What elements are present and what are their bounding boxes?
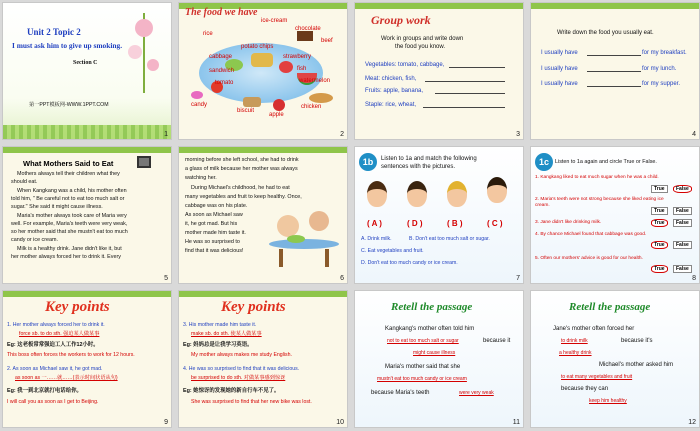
paragraph-line: find that it was delicious! xyxy=(185,248,244,254)
food-item-strawberry xyxy=(279,61,293,73)
paragraph-line: Mothers always tell their children what they xyxy=(17,171,120,177)
child-picture-3 xyxy=(447,181,467,207)
paragraph-line: morning before she left school, she had to drink xyxy=(185,157,299,163)
statement-3: 3. Jane didn't like drinking milk. xyxy=(535,220,602,225)
slide-number: 3 xyxy=(516,131,520,138)
food-label-tomato: tomato xyxy=(215,80,234,86)
example-english-2: I will call you as soon as I get to Beijing. xyxy=(7,399,99,405)
section-label: Section C xyxy=(73,60,98,66)
unit-label: Unit 2 Topic 2 xyxy=(27,27,81,37)
key-point-3: 3. His mother made him taste it. xyxy=(183,322,257,328)
slide-title: Retell the passage xyxy=(569,301,651,313)
film-icon xyxy=(137,156,151,168)
food-label-fish: fish xyxy=(297,66,307,72)
key-phrase-1: force sb. to do sth. 强迫某人做某事 xyxy=(19,331,100,337)
option-d: D. Don't eat too much candy or ice cream. xyxy=(361,260,458,266)
retell-answer-2: a healthy drink xyxy=(559,350,592,356)
retell-line-4: because Maria's teeth xyxy=(371,390,430,396)
child-picture-1 xyxy=(367,181,387,207)
slide-thumbnail-8[interactable] xyxy=(530,146,700,284)
retell-answer-4: keep him healthy xyxy=(589,398,627,404)
slide-number: 5 xyxy=(164,275,168,282)
paragraph-line: candy or ice cream. xyxy=(11,237,59,243)
food-label-cabbage: cabbage xyxy=(209,54,233,60)
answer-line xyxy=(425,81,505,82)
example-english-3: My mother always makes me study English. xyxy=(191,352,292,358)
slide-title: Key points xyxy=(221,299,286,315)
instruction-line-2: sentences with the pictures. xyxy=(381,164,456,170)
slide-thumbnail-9[interactable] xyxy=(2,290,172,428)
exercise-badge: 1c xyxy=(535,153,553,171)
paragraph-line: a glass of milk because her mother was always xyxy=(185,166,298,172)
answer-line xyxy=(435,93,505,94)
food-item-biscuit xyxy=(243,97,261,107)
food-label-candy: candy xyxy=(191,102,208,108)
slide-title: What Mothers Said to Eat xyxy=(23,159,114,168)
slide-thumbnail-5[interactable] xyxy=(2,146,172,284)
example-english-1: This boss often forces the workers to work for 12 hours. xyxy=(7,352,135,358)
grass-border xyxy=(3,125,171,139)
paragraph-line: so her mother said that she mustn't eat too much xyxy=(11,229,128,235)
child-picture-2 xyxy=(407,181,427,207)
paragraph-line: it, he got mad. But his xyxy=(185,221,238,227)
paragraph-line: sugar." She said it might cause illness. xyxy=(11,204,103,210)
paragraph-line: watching her. xyxy=(185,175,217,181)
retell-line-3: Michael's mother asked him xyxy=(599,362,674,368)
statement-1: 1. Kangkang liked to eat much sugar when he was a child. xyxy=(535,175,659,180)
child-picture-4 xyxy=(487,177,507,203)
true-option[interactable]: True xyxy=(651,185,668,193)
option-b: B. Don't eat too much salt or sugar. xyxy=(409,236,490,242)
paragraph-line: well. For example, Maria's teeth were very weak, xyxy=(11,221,128,227)
slide-number: 4 xyxy=(692,131,696,138)
false-option-circled[interactable]: False xyxy=(673,185,692,193)
slide-title: Group work xyxy=(371,13,431,27)
sentence-suffix-breakfast: for my breakfast. xyxy=(642,50,687,56)
title-banner xyxy=(3,19,123,57)
lesson-title: I must ask him to give up smoking. xyxy=(12,41,123,50)
top-bar xyxy=(179,147,347,153)
slide-number: 1 xyxy=(164,131,168,138)
key-point-2: 2. As soon as Michael saw it, he got mad. xyxy=(7,366,103,372)
sentence-suffix-supper: for my supper. xyxy=(642,81,681,87)
food-item-chicken xyxy=(309,93,333,103)
slide-number: 6 xyxy=(340,275,344,282)
paragraph-line: When Kangkang was a child, his mother often xyxy=(17,188,127,194)
false-option[interactable]: False xyxy=(673,207,692,215)
false-option[interactable]: False xyxy=(673,265,692,273)
option-a: A. Drink milk. xyxy=(361,236,392,242)
statement-2: 2. Maria's teeth were not strong because she liked eating ice cream. xyxy=(535,197,664,208)
example-chinese-4: Eg: 她惊讶的发现她的新自行车不见了。 xyxy=(183,388,280,394)
food-label-rice: rice xyxy=(203,31,213,37)
slide-number: 8 xyxy=(692,275,696,282)
paragraph-line: her mother always forced her to drink it. Every xyxy=(11,254,121,260)
answer-line xyxy=(587,55,641,56)
footer-credit: 第一PPT模板网-WWW.1PPT.COM xyxy=(29,102,109,108)
answer-line xyxy=(587,86,641,87)
exercise-badge: 1b xyxy=(359,153,377,171)
category-fruits: Fruits: apple, banana, xyxy=(365,88,424,94)
answer-line xyxy=(587,71,641,72)
paragraph-line: Maria's mother always took care of Maria very xyxy=(17,213,127,219)
paragraph-line: should eat. xyxy=(11,179,38,185)
example-english-4: She was surprised to find that her new bike was lost. xyxy=(191,399,312,405)
instruction-line-1: Listen to 1a and match the following xyxy=(381,156,477,162)
option-c: C. Eat vegetables and fruit. xyxy=(361,248,424,254)
example-chinese-2: Eg: 我一到北京就打电话给你。 xyxy=(7,388,82,394)
slide-number: 11 xyxy=(512,419,520,426)
answer-line xyxy=(423,107,505,108)
key-point-4: 4. He was so surprised to find that it was delicious. xyxy=(183,366,300,372)
paragraph-line: mother made him taste it. xyxy=(185,230,246,236)
instruction-line-1: Work in groups and write down xyxy=(381,36,464,42)
key-point-1: 1. Her mother always forced her to drink it. xyxy=(7,322,105,328)
food-item-potato-chips xyxy=(251,53,273,67)
slide-number: 9 xyxy=(164,419,168,426)
food-item-candy xyxy=(191,91,203,99)
slide-thumbnail-3[interactable] xyxy=(354,2,524,140)
slide-thumbnail-10[interactable] xyxy=(178,290,348,428)
top-bar xyxy=(3,147,171,153)
sentence-suffix-lunch: for my lunch. xyxy=(642,66,677,72)
food-label-sandwich: sandwich xyxy=(209,68,235,74)
retell-line-2: because it xyxy=(483,338,511,344)
retell-answer-2: might cause illness xyxy=(413,350,456,356)
instruction: Listen to 1a again and circle True or False. xyxy=(555,159,657,165)
retell-answer-3: mustn't eat too much candy or ice cream xyxy=(377,376,467,382)
paragraph-line: Milk is a healthy drink. Jane didn't like it, but xyxy=(17,246,122,252)
food-item-apple xyxy=(273,99,285,111)
slide-title: The food we have xyxy=(185,7,258,18)
slide-thumbnail-12[interactable] xyxy=(530,290,700,428)
top-bar xyxy=(531,3,699,9)
slide-number: 12 xyxy=(688,419,696,426)
false-option[interactable]: False xyxy=(673,219,692,227)
retell-line-3: Maria's mother said that she xyxy=(385,364,461,370)
retell-line-1: Kangkang's mother often told him xyxy=(385,326,475,332)
retell-answer-1: not to eat too much salt or sugar xyxy=(387,338,459,344)
slide-number: 7 xyxy=(516,275,520,282)
statement-5: 5. Often our mothers' advice is good for our health. xyxy=(535,256,643,261)
true-option-circled[interactable]: True xyxy=(651,241,668,249)
example-chinese-3: Eg: 妈妈总是让我学习英语。 xyxy=(183,342,253,348)
paragraph-line: As soon as Michael saw xyxy=(185,212,243,218)
top-bar xyxy=(179,291,347,297)
sentence-prefix-supper: I usually have xyxy=(541,81,578,87)
category-meat: Meat: chicken, fish, xyxy=(365,76,417,82)
retell-line-2: because it's xyxy=(621,338,653,344)
answer-letter: ( A ) xyxy=(367,219,382,228)
statement-4: 4. By chance Michael found that cabbage was good. xyxy=(535,232,647,237)
slide-number: 10 xyxy=(336,419,344,426)
paragraph-line: During Michael's childhood, he had to eat xyxy=(191,185,290,191)
food-label-apple: apple xyxy=(269,112,284,118)
food-label-ice-cream: ice-cream xyxy=(261,18,288,24)
food-label-strawberry: strawberry xyxy=(283,54,312,60)
slide-thumbnail-2[interactable] xyxy=(178,2,348,140)
slide-number: 2 xyxy=(340,131,344,138)
example-chinese-1: Eg: 这老板常常强迫工人工作12小时。 xyxy=(7,342,99,348)
food-label-chicken: chicken xyxy=(301,104,322,110)
sentence-prefix-breakfast: I usually have xyxy=(541,50,578,56)
retell-answer-1: to drink milk xyxy=(561,338,588,344)
food-label-watermelon: watermelon xyxy=(299,78,331,84)
retell-answer-3: to eat many vegetables and fruit xyxy=(561,374,633,380)
false-option[interactable]: False xyxy=(673,241,692,249)
flower-decoration xyxy=(125,13,167,93)
food-label-beef: beef xyxy=(321,38,333,44)
slide-thumbnail-6[interactable] xyxy=(178,146,348,284)
slide-thumbnail-4[interactable] xyxy=(530,2,700,140)
retell-line-1: Jane's mother often forced her xyxy=(553,326,635,332)
answer-letter: ( B ) xyxy=(447,219,463,228)
category-vegetables: Vegetables: tomato, cabbage, xyxy=(365,62,445,68)
top-bar xyxy=(355,3,523,9)
retell-line-4: because they can xyxy=(561,386,609,392)
food-label-chocolate: chocolate xyxy=(295,26,321,32)
answer-line xyxy=(449,67,505,68)
retell-answer-4: were very weak xyxy=(459,390,494,396)
dinner-table-illustration xyxy=(269,209,339,267)
answer-letter: ( D ) xyxy=(407,219,423,228)
true-option-circled[interactable]: True xyxy=(651,219,668,227)
key-phrase-3: make sb. do sth. 使某人做某事 xyxy=(191,331,262,337)
top-bar xyxy=(3,291,171,297)
food-label-biscuit: biscuit xyxy=(237,108,255,114)
paragraph-line: told him, " Be careful not to eat too much salt or xyxy=(11,196,125,202)
true-option-circled[interactable]: True xyxy=(651,265,668,273)
true-option[interactable]: True xyxy=(651,207,668,215)
answer-letter: ( C ) xyxy=(487,219,503,228)
key-phrase-4: be surprised to do sth. 对做某事感到惊讶 xyxy=(191,375,286,381)
instruction-line-2: the food you know. xyxy=(395,44,446,50)
slide-title: Key points xyxy=(45,299,110,315)
paragraph-line: He was so surprised to xyxy=(185,239,240,245)
paragraph-line: many vegetables and fruit to keep healthy. Once, xyxy=(185,194,302,200)
slide-title: Retell the passage xyxy=(391,301,473,313)
category-staple: Staple: rice, wheat, xyxy=(365,102,417,108)
slide-thumbnail-7[interactable] xyxy=(354,146,524,284)
sentence-prefix-lunch: I usually have xyxy=(541,66,578,72)
food-label-potato-chips: potato chips xyxy=(241,44,274,50)
instruction: Write down the food you usually eat. xyxy=(557,30,654,36)
key-phrase-2: as soon as 一……就……(表示时间状语从句) xyxy=(15,375,118,381)
paragraph-line: cabbage was on his plate. xyxy=(185,203,248,209)
slide-thumbnail-1[interactable] xyxy=(2,2,172,140)
slide-thumbnail-11[interactable] xyxy=(354,290,524,428)
